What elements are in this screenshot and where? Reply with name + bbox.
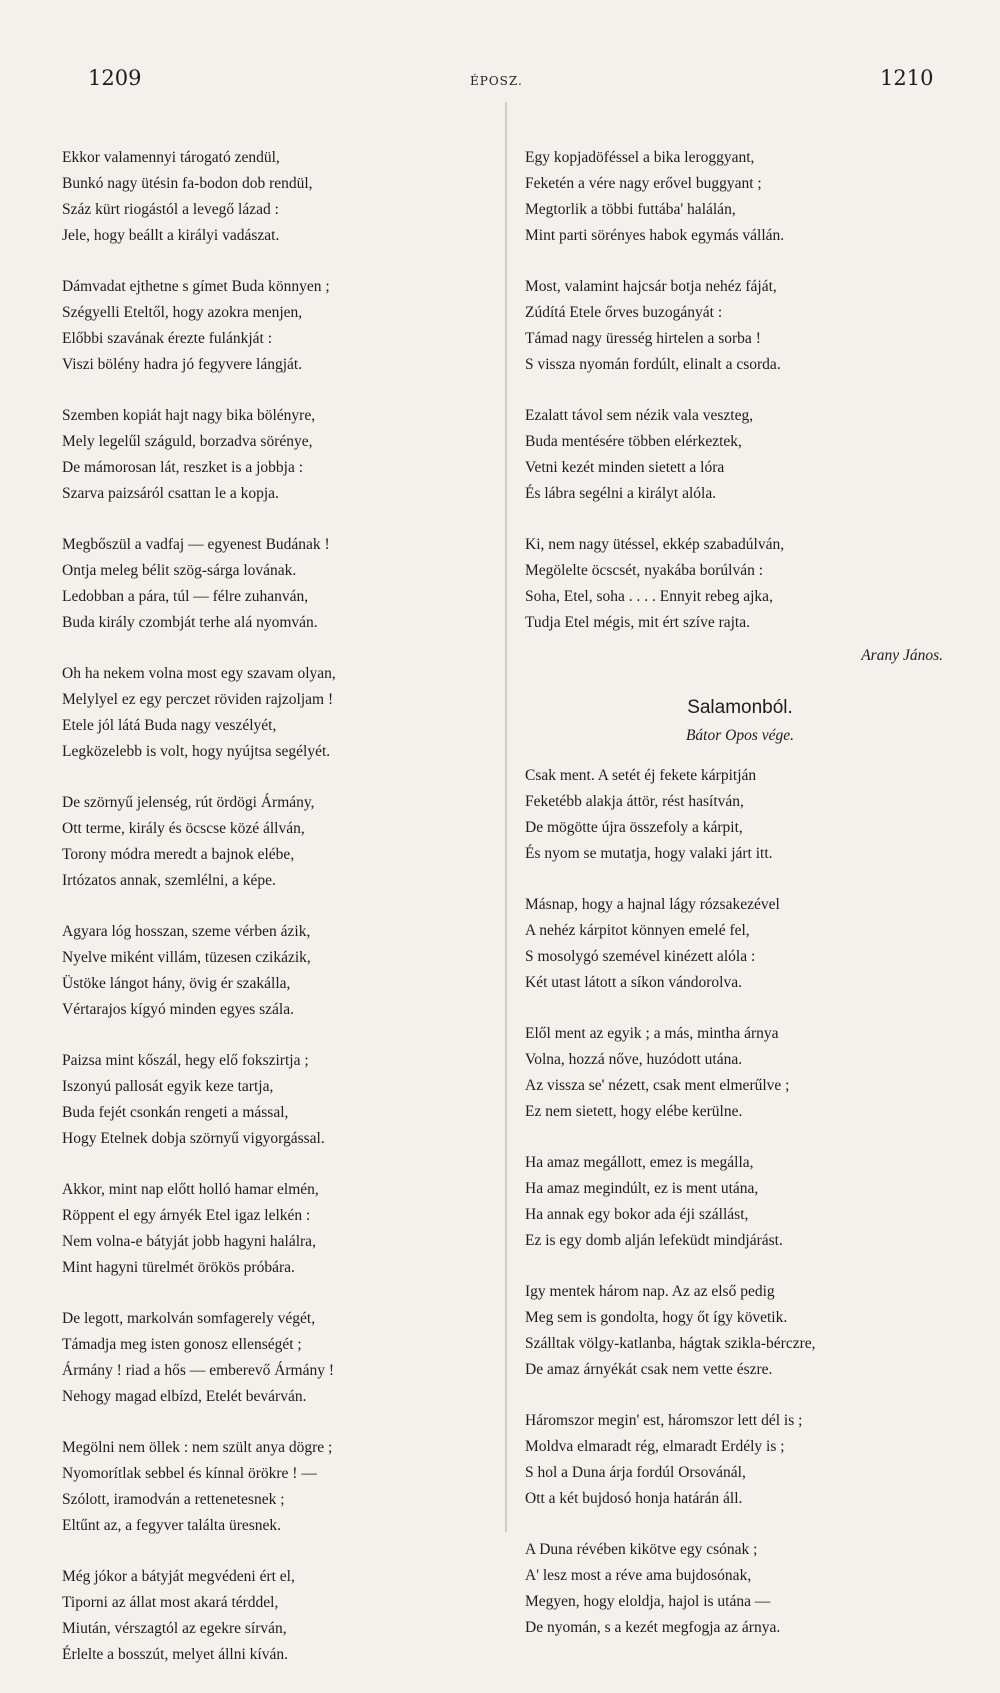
verse-line: A' lesz most a réve ama bujdosónak, [525,1567,752,1584]
running-title: ÉPOSZ. [470,74,523,88]
verse-line: Háromszor megin' est, háromszor lett dél is ; [525,1412,803,1429]
verse-line: S vissza nyomán fordúlt, elinalt a csorda. [525,356,781,373]
verse-line: Most, valamint hajcsár botja nehéz fáját, [525,278,777,295]
stanza [525,1537,955,1641]
verse-line: Meg sem is gondolta, hogy őt így követik. [525,1309,788,1326]
stanza [525,274,955,378]
stanza [62,274,492,378]
verse-line: Ki, nem nagy ütéssel, ekkép szabadúlván, [525,536,785,553]
verse-line: És nyom se mutatja, hogy valaki járt itt. [525,845,773,862]
verse-line: Még jókor a bátyját megvédeni ért el, [62,1568,295,1585]
verse-line: Eltűnt az, a fegyver találta üresnek. [62,1517,282,1534]
verse-line: Előbbi szavának érezte fulánkját : [62,330,273,347]
verse-line: Hogy Etelnek dobja szörnyű vigyorgással. [62,1130,325,1147]
verse-line: Mely legelűl száguld, borzadva sörénye, [62,433,313,450]
verse-line: Mint parti sörényes habok egymás vállán. [525,227,785,244]
verse-line: Támadja meg isten gonosz ellenségét ; [62,1336,302,1353]
verse-line: Ledobban a pára, túl — félre zuhanván, [62,588,309,605]
verse-line: Ezalatt távol sem nézik vala veszteg, [525,407,754,424]
verse-line: Röppent el egy árnyék Etel igaz lelkén : [62,1207,311,1224]
stanza [62,145,492,249]
stanza [525,1150,955,1254]
verse-line: Tiporni az állat most akará térddel, [62,1594,279,1611]
verse-line: Egy kopjadöféssel a bika leroggyant, [525,149,755,166]
stanza [525,1021,955,1125]
verse-line: Zúdítá Etele őrves buzogányát : [525,304,723,321]
stanza [62,1048,492,1152]
verse-line: Iszonyú pallosát egyik keze tartja, [62,1078,274,1095]
verse-line: Viszi bölény hadra jó fegyvere lángját. [62,356,303,373]
verse-line: Megölni nem öllek : nem szült anya dögre ; [62,1439,333,1456]
page-number-right: 1210 [880,66,934,90]
verse-line: Ha amaz megállott, emez is megálla, [525,1154,754,1171]
verse-line: Támad nagy üresség hirtelen a sorba ! [525,330,761,347]
verse-line: Elől ment az egyik ; a más, mintha árnya [525,1025,779,1042]
verse-line: Oh ha nekem volna most egy szavam olyan, [62,665,336,682]
verse-line: Szálltak völgy-katlanba, hágtak szikla-bérczre, [525,1335,816,1352]
right-column [525,145,955,1666]
verse-line: Szemben kopiát hajt nagy bika bölényre, [62,407,316,424]
poem-title: Salamonból. [687,697,793,718]
verse-line: Soha, Etel, soha . . . . Ennyit rebeg ajka, [525,588,773,605]
stanza [525,145,955,249]
verse-line: De nyomán, s a kezét megfogja az árnya. [525,1619,781,1636]
verse-line: Etele jól látá Buda nagy veszélyét, [62,717,277,734]
verse-line: Megtorlik a többi futtába' halálán, [525,201,736,218]
page-number-left: 1209 [88,66,142,90]
verse-line: De szörnyű jelenség, rút ördögi Ármány, [62,794,315,811]
verse-line: Mint hagyni türelmét örökös próbára. [62,1259,295,1276]
verse-line: Ha amaz megindúlt, ez is ment utána, [525,1180,759,1197]
stanza [62,1435,492,1539]
verse-line: De legott, markolván somfagerely végét, [62,1310,316,1327]
verse-line: Legközelebb is volt, hogy nyújtsa segélyét. [62,743,331,760]
verse-line: A Duna révében kikötve egy csónak ; [525,1541,758,1558]
verse-line: Csak ment. A setét éj fekete kárpitján [525,767,757,784]
verse-line: Volna, hozzá nőve, huzódott utána. [525,1051,743,1068]
verse-line: S mosolygó szemével kinézett alóla : [525,948,756,965]
verse-line: Szólott, iramodván a rettenetesnek ; [62,1491,285,1508]
stanza [62,790,492,894]
verse-line: Agyara lóg hosszan, szeme vérben ázik, [62,923,311,940]
verse-line: Ez is egy domb alján lefeküdt mindjárást. [525,1232,783,1249]
verse-line: Két utast látott a síkon vándorolva. [525,974,742,991]
verse-line: Irtózatos annak, szemlélni, a képe. [62,872,276,889]
verse-line: Melylyel ez egy perczet röviden rajzoljam ! [62,691,334,708]
verse-line: Akkor, mint nap előtt holló hamar elmén, [62,1181,319,1198]
verse-line: Az vissza se' nézett, csak ment elmerűlve ; [525,1077,790,1094]
verse-line: Nehogy magad elbízd, Etelét bevárván. [62,1388,307,1405]
verse-line: Tudja Etel mégis, mit ért szíve rajta. [525,614,750,631]
verse-line: Feketébb alakja áttör, rést hasítván, [525,793,744,810]
verse-line: Vértarajos kígyó minden egyes szála. [62,1001,294,1018]
verse-line: Ez nem sietett, hogy elébe kerülne. [525,1103,743,1120]
column-divider [505,102,507,1532]
verse-line: A nehéz kárpitot könnyen emelé fel, [525,922,750,939]
stanza [525,763,955,867]
stanza [62,1564,492,1668]
stanza [525,892,955,996]
verse-line: Ott terme, király és öcscse közé állván, [62,820,305,837]
verse-line: Üstöke lángot hány, övig ér szakálla, [62,975,291,992]
left-column [62,145,492,1693]
verse-line: Nem volna-e bátyját jobb hagyni halálra, [62,1233,316,1250]
verse-line: Érlelte a bosszút, melyet állni kíván. [62,1646,288,1663]
verse-line: Buda fejét csonkán rengeti a mással, [62,1104,289,1121]
stanza [62,1177,492,1281]
verse-line: Buda király czombját terhe alá nyomván. [62,614,318,631]
verse-line: Szarva paizsáról csattan le a kopja. [62,485,279,502]
verse-line: Ott a két bujdosó honja határán áll. [525,1490,743,1507]
verse-line: Szégyelli Eteltől, hogy azokra menjen, [62,304,303,321]
stanza [62,661,492,765]
verse-line: Ekkor valamennyi tárogató zendül, [62,149,280,166]
verse-line: Torony módra meredt a bajnok elébe, [62,846,295,863]
verse-line: Dámvadat ejthetne s gímet Buda könnyen ; [62,278,330,295]
verse-line: Ármány ! riad a hős — emberevő Ármány ! [62,1362,335,1379]
verse-line: De mámorosan lát, reszket is a jobbja : [62,459,304,476]
verse-line: Moldva elmaradt rég, elmaradt Erdély is ; [525,1438,785,1455]
verse-line: Igy mentek három nap. Az az első pedig [525,1283,775,1300]
stanza [62,403,492,507]
verse-line: De amaz árnyékát csak nem vette észre. [525,1361,773,1378]
stanza [525,403,955,507]
stanza [525,1408,955,1512]
poem-author: Arany János. [861,647,943,664]
verse-line: Vetni kezét minden sietett a lóra [525,459,725,476]
verse-line: Megbőszül a vadfaj — egyenest Budának ! [62,536,330,553]
verse-line: Feketén a vére nagy erővel buggyant ; [525,175,762,192]
verse-line: Ha annak egy bokor ada éji szállást, [525,1206,749,1223]
stanza [525,1279,955,1383]
verse-line: Bunkó nagy ütésin fa-bodon dob rendül, [62,175,313,192]
verse-line: Ontja meleg bélit szög-sárga lovának. [62,562,297,579]
verse-line: Nyelve miként villám, tüzesen czikázik, [62,949,311,966]
poem-subtitle: Bátor Opos vége. [685,727,795,744]
verse-line: De mögötte újra összefoly a kárpit, [525,819,743,836]
stanza [62,919,492,1023]
verse-line: Megyen, hogy eloldja, hajol is utána — [525,1593,771,1610]
verse-line: Miután, vérszagtól az egekre sírván, [62,1620,287,1637]
verse-line: És lábra segélni a királyt alóla. [525,485,717,502]
verse-line: Paizsa mint kőszál, hegy elő fokszirtja ; [62,1052,309,1069]
verse-line: Buda mentésére többen elérkeztek, [525,433,742,450]
verse-line: Nyomorítlak sebbel és kínnal örökre ! — [62,1465,317,1482]
poem-body [525,763,955,1641]
verse-line: S hol a Duna árja fordúl Orsovánál, [525,1464,746,1481]
page-header [0,66,1000,96]
verse-line: Jele, hogy beállt a királyi vadászat. [62,227,280,244]
poem-continuation [525,145,955,636]
verse-line: Száz kürt riogástól a levegő lázad : [62,201,279,218]
stanza [62,1306,492,1410]
verse-line: Megölelte öcscsét, nyakába borúlván : [525,562,764,579]
stanza [525,532,955,636]
verse-line: Másnap, hogy a hajnal lágy rózsakezével [525,896,780,913]
stanza [62,532,492,636]
